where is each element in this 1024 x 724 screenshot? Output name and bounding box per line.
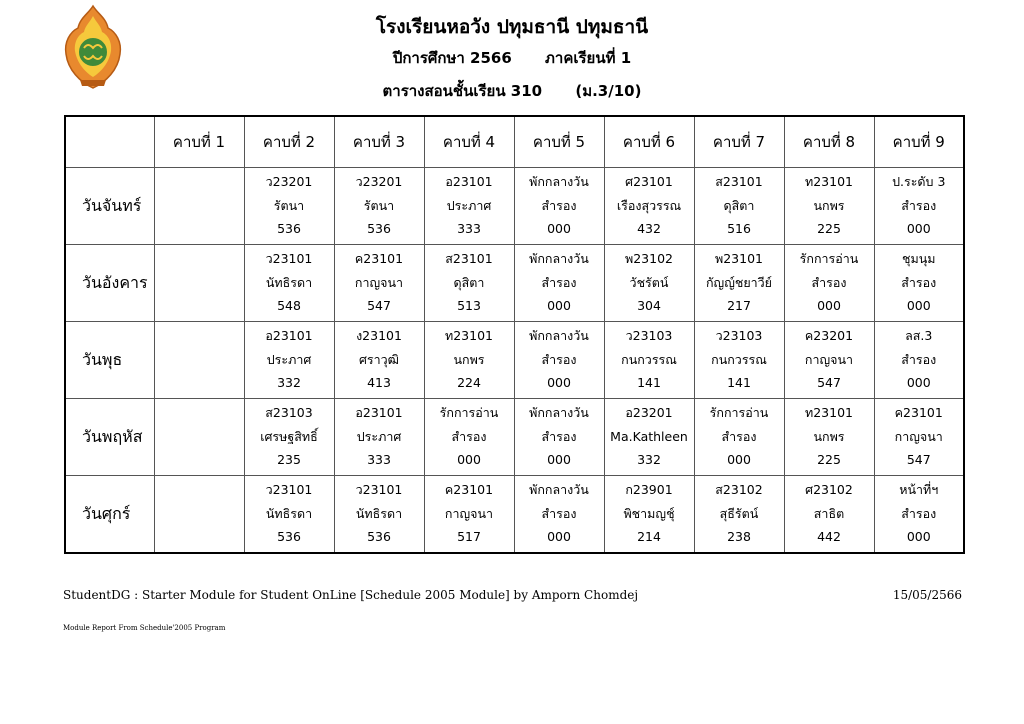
day-name: วันศุกร์ <box>65 476 154 554</box>
room-number: 413 <box>367 375 391 391</box>
teacher-name: ศราวุฒิ <box>359 351 399 367</box>
schedule-cell <box>694 245 784 322</box>
teacher-name: กัญญ์ชยาวีย์ <box>705 274 773 290</box>
schedule-cell <box>694 168 784 245</box>
schedule-cell <box>514 476 604 554</box>
subject-code: ก23901 <box>625 482 673 498</box>
subject-code: พ23102 <box>624 251 673 267</box>
schedule-cell <box>154 168 244 245</box>
subject-code: พักกลางวัน <box>529 482 589 498</box>
room-number: 304 <box>637 298 661 314</box>
schedule-cell <box>604 399 694 476</box>
subject-code: รักการอ่าน <box>799 251 859 267</box>
schedule-cell <box>514 322 604 399</box>
subject-code: ท23101 <box>804 405 853 421</box>
period-header: คาบที่ 6 <box>604 116 694 168</box>
schedule-cell <box>424 476 514 554</box>
schedule-cell <box>514 245 604 322</box>
day-name: วันจันทร์ <box>65 168 154 245</box>
teacher-name: กนกวรรณ <box>621 351 677 367</box>
room-number: 332 <box>277 375 301 391</box>
subject-code: ท23101 <box>444 328 493 344</box>
day-row <box>65 245 964 322</box>
teacher-name: กนกวรรณ <box>711 351 767 367</box>
teacher-name: พิชามญชุ์ <box>623 505 675 521</box>
class-code: (ม.3/10) <box>575 82 642 100</box>
teacher-name: สำรอง <box>541 428 577 444</box>
teacher-name: ดุสิตา <box>453 274 485 290</box>
teacher-name: กาญจนา <box>354 274 404 290</box>
schedule-cell <box>424 168 514 245</box>
subject-code: พักกลางวัน <box>529 251 589 267</box>
teacher-name: ประภาศ <box>446 197 492 213</box>
schedule-cell <box>334 322 424 399</box>
footer-report-note: Module Report From Schedule'2005 Program <box>63 624 226 632</box>
room-number: 000 <box>817 298 841 314</box>
period-header: คาบที่ 4 <box>424 116 514 168</box>
schedule-cell <box>244 399 334 476</box>
subject-code: ศ23102 <box>805 482 853 498</box>
footer-date: 15/05/2566 <box>892 588 962 602</box>
subject-code: ชุมนุม <box>901 251 936 267</box>
teacher-name: วัชรัตน์ <box>629 274 669 290</box>
subject-code: ว23201 <box>355 174 403 190</box>
schedule-cell <box>514 168 604 245</box>
room-number: 225 <box>817 452 841 468</box>
subject-code: พักกลางวัน <box>529 328 589 344</box>
schedule-cell <box>784 245 874 322</box>
room-number: 000 <box>727 452 751 468</box>
room-number: 000 <box>457 452 481 468</box>
subject-code: ว23103 <box>625 328 673 344</box>
schedule-cell <box>244 245 334 322</box>
teacher-name: นกพร <box>813 428 845 444</box>
schedule-cell <box>244 322 334 399</box>
schedule-cell <box>334 168 424 245</box>
schedule-cell <box>154 399 244 476</box>
teacher-name: สำรอง <box>721 428 757 444</box>
teacher-name: สำรอง <box>541 505 577 521</box>
room-number: 000 <box>547 298 571 314</box>
period-header: คาบที่ 9 <box>874 116 964 168</box>
room-number: 214 <box>637 529 661 545</box>
subject-code: ส23101 <box>445 251 493 267</box>
schedule-title-line <box>0 79 1024 103</box>
subject-code: ศ23101 <box>625 174 673 190</box>
schedule-cell <box>244 168 334 245</box>
schedule-cell <box>604 322 694 399</box>
schedule-cell <box>874 168 964 245</box>
teacher-name: เศรษฐสิทธิ์ <box>260 428 318 444</box>
subject-code: หน้าที่ฯ <box>899 482 939 498</box>
period-header: คาบที่ 7 <box>694 116 784 168</box>
schedule-cell <box>604 476 694 554</box>
schedule-cell <box>604 168 694 245</box>
schedule-cell <box>694 399 784 476</box>
day-name: วันอังคาร <box>65 245 154 322</box>
schedule-cell <box>694 322 784 399</box>
day-row <box>65 476 964 554</box>
teacher-name: นัทธิรดา <box>265 505 313 521</box>
subject-code: ส23101 <box>715 174 763 190</box>
subject-code: ท23101 <box>804 174 853 190</box>
teacher-name: นัทธิรดา <box>265 274 313 290</box>
room-number: 536 <box>277 221 301 237</box>
room-number: 000 <box>547 529 571 545</box>
school-name: โรงเรียนหอวัง ปทุมธานี ปทุมธานี <box>375 16 649 38</box>
subject-code: ว23201 <box>265 174 313 190</box>
teacher-name: สาธิต <box>813 505 845 521</box>
teacher-name: นกพร <box>453 351 485 367</box>
schedule-cell <box>154 322 244 399</box>
room-number: 332 <box>637 452 661 468</box>
room-number: 547 <box>367 298 391 314</box>
room-number: 224 <box>457 375 481 391</box>
teacher-name: นัทธิรดา <box>355 505 403 521</box>
room-number: 000 <box>547 452 571 468</box>
subject-code: รักการอ่าน <box>709 405 769 421</box>
room-number: 000 <box>906 529 931 545</box>
schedule-cell <box>874 245 964 322</box>
footer-credit: StudentDG : Starter Module for Student OnLine [Schedule 2005 Module] by Amporn Chomdej <box>63 588 639 602</box>
timetable <box>64 115 965 554</box>
subject-code: อ23101 <box>355 405 403 421</box>
schedule-cell <box>784 399 874 476</box>
schedule-cell <box>784 476 874 554</box>
teacher-name: สำรอง <box>901 274 937 290</box>
subject-code: ค23101 <box>894 405 943 421</box>
academic-year: ปีการศึกษา 2566 <box>392 49 512 67</box>
schedule-cell <box>604 245 694 322</box>
teacher-name: Ma.Kathleen <box>610 428 688 444</box>
room-number: 000 <box>547 375 571 391</box>
teacher-name: กาญจนา <box>444 505 494 521</box>
schedule-cell <box>784 322 874 399</box>
teacher-name: สำรอง <box>811 274 847 290</box>
teacher-name: นกพร <box>813 197 845 213</box>
schedule-cell <box>154 476 244 554</box>
subject-code: พักกลางวัน <box>529 174 589 190</box>
teacher-name: สำรอง <box>901 351 937 367</box>
subject-code: ว23101 <box>265 482 313 498</box>
subject-code: ลส.3 <box>905 328 933 344</box>
teacher-name: สำรอง <box>541 274 577 290</box>
day-row <box>65 399 964 476</box>
subject-code: ส23103 <box>265 405 313 421</box>
period-header: คาบที่ 5 <box>514 116 604 168</box>
room-number: 217 <box>727 298 751 314</box>
room-number: 536 <box>367 529 391 545</box>
subject-code: ว23101 <box>265 251 313 267</box>
teacher-name: สำรอง <box>451 428 487 444</box>
day-row <box>65 322 964 399</box>
semester: ภาคเรียนที่ 1 <box>545 49 632 67</box>
teacher-name: สำรอง <box>541 197 577 213</box>
room-number: 000 <box>906 221 931 237</box>
subject-code: ง23101 <box>356 328 402 344</box>
subject-code: พ23101 <box>714 251 763 267</box>
period-header-row <box>65 116 964 168</box>
room-number: 333 <box>457 221 481 237</box>
room-number: 000 <box>906 375 931 391</box>
subject-code: รักการอ่าน <box>439 405 499 421</box>
room-number: 238 <box>727 529 751 545</box>
room-number: 513 <box>457 298 481 314</box>
subject-code: อ23201 <box>625 405 673 421</box>
teacher-name: สำรอง <box>901 197 937 213</box>
day-name: วันพุธ <box>65 322 154 399</box>
teacher-name: ประภาศ <box>356 428 402 444</box>
period-header: คาบที่ 3 <box>334 116 424 168</box>
room-number: 536 <box>277 529 301 545</box>
teacher-name: กาญจนา <box>894 428 943 444</box>
room-number: 333 <box>367 452 391 468</box>
subject-code: ว23101 <box>355 482 403 498</box>
room-number: 000 <box>906 298 931 314</box>
term-line <box>0 46 1024 70</box>
subject-code: ป.ระดับ 3 <box>892 174 946 190</box>
teacher-name: สุธีรัตน์ <box>719 505 759 521</box>
schedule-cell <box>424 322 514 399</box>
timetable-body <box>65 168 964 554</box>
subject-code: ส23102 <box>715 482 763 498</box>
schedule-cell <box>424 399 514 476</box>
teacher-name: กาญจนา <box>804 351 854 367</box>
corner-cell <box>65 116 154 168</box>
schedule-cell <box>334 399 424 476</box>
schedule-cell <box>424 245 514 322</box>
room-number: 235 <box>277 452 301 468</box>
room-number: 517 <box>457 529 481 545</box>
schedule-cell <box>874 399 964 476</box>
room-number: 225 <box>817 221 841 237</box>
teacher-name: รัตนา <box>273 197 305 213</box>
subject-code: อ23101 <box>445 174 493 190</box>
subject-code: อ23101 <box>265 328 313 344</box>
room-number: 141 <box>637 375 661 391</box>
period-header: คาบที่ 1 <box>154 116 244 168</box>
teacher-name: ประภาศ <box>266 351 312 367</box>
subject-code: ค23101 <box>444 482 494 498</box>
period-header: คาบที่ 8 <box>784 116 874 168</box>
teacher-name: เรืองสุวรรณ <box>616 197 682 213</box>
schedule-cell <box>874 476 964 554</box>
room-number: 548 <box>277 298 301 314</box>
room-number: 516 <box>727 221 751 237</box>
subject-code: ว23103 <box>715 328 763 344</box>
teacher-name: รัตนา <box>363 197 395 213</box>
room-number: 432 <box>637 221 661 237</box>
room-number: 442 <box>817 529 841 545</box>
room-number: 547 <box>906 452 931 468</box>
teacher-name: สำรอง <box>541 351 577 367</box>
schedule-cell <box>154 245 244 322</box>
day-row <box>65 168 964 245</box>
room-number: 000 <box>547 221 571 237</box>
schedule-title: ตารางสอนชั้นเรียน 310 <box>382 82 543 100</box>
room-number: 141 <box>727 375 751 391</box>
schedule-cell <box>694 476 784 554</box>
schedule-cell <box>334 476 424 554</box>
schedule-cell <box>874 322 964 399</box>
schedule-cell <box>784 168 874 245</box>
subject-code: พักกลางวัน <box>529 405 589 421</box>
schedule-cell <box>514 399 604 476</box>
subject-code: ค23101 <box>354 251 404 267</box>
day-name: วันพฤหัส <box>65 399 154 476</box>
schedule-cell <box>334 245 424 322</box>
teacher-name: สำรอง <box>901 505 937 521</box>
room-number: 536 <box>367 221 391 237</box>
period-header: คาบที่ 2 <box>244 116 334 168</box>
room-number: 547 <box>817 375 841 391</box>
schedule-cell <box>244 476 334 554</box>
teacher-name: ดุสิตา <box>723 197 755 213</box>
subject-code: ค23201 <box>804 328 854 344</box>
